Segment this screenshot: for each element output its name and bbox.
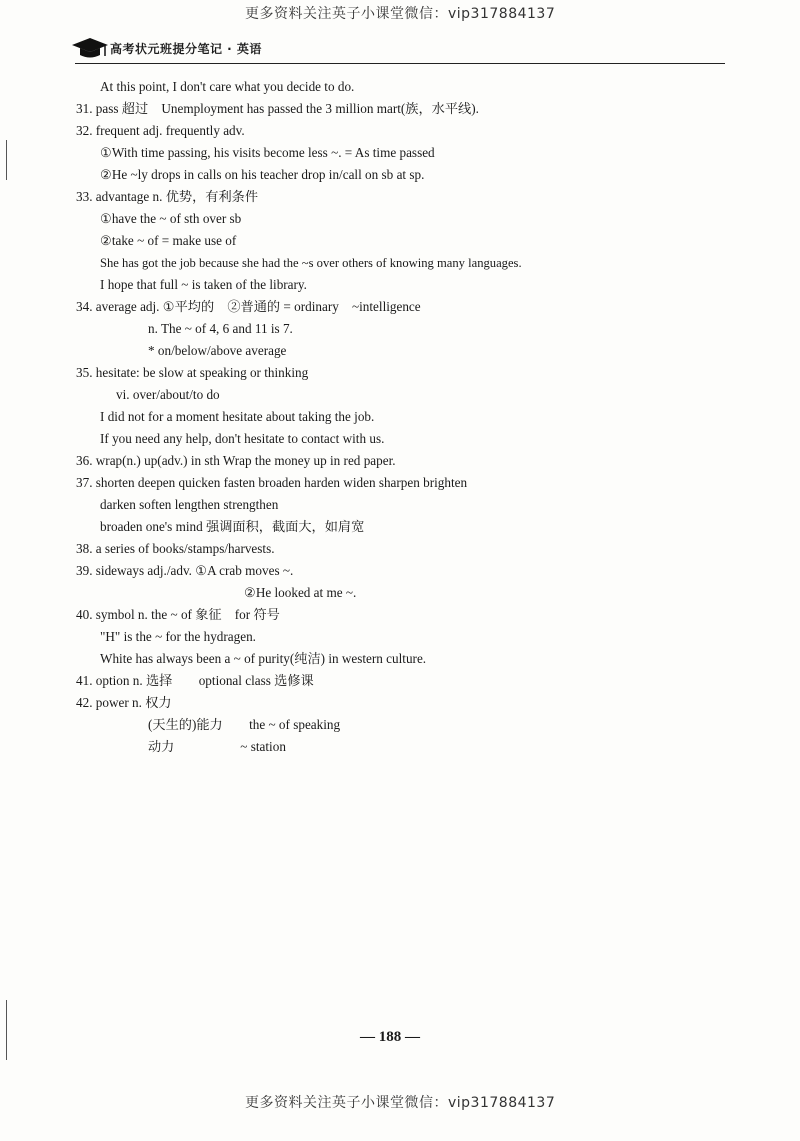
note-line: White has always been a ~ of purity(纯洁) in western culture. <box>100 651 427 666</box>
note-line: At this point, I don't care what you decide to do. <box>100 79 355 94</box>
note-line: n. The ~ of 4, 6 and 11 is 7. <box>148 321 293 336</box>
note-line: 33. advantage n. 优势，有利条件 <box>76 189 259 204</box>
page-number: — 188 — <box>360 1029 420 1045</box>
note-line: 41. option n. 选择 optional class 选修课 <box>76 673 314 688</box>
header-divider <box>75 63 725 64</box>
note-line: 35. hesitate: be slow at speaking or thinking <box>76 365 309 380</box>
note-line: ②He looked at me ~. <box>244 585 357 600</box>
note-line: I hope that full ~ is taken of the library. <box>100 277 307 292</box>
note-line: 39. sideways adj./adv. ①A crab moves ~. <box>76 563 294 578</box>
note-line: ①With time passing, his visits become less ~. = As time passed <box>100 145 435 160</box>
note-line: 32. frequent adj. frequently adv. <box>76 123 245 138</box>
note-line: "H" is the ~ for the hydragen. <box>100 629 256 644</box>
note-line: 34. average adj. ①平均的 ②普通的 = ordinary ~intelligence <box>76 299 421 314</box>
note-line: 31. pass 超过 Unemployment has passed the 3 million mart(族，水平线). <box>76 101 479 116</box>
note-line: * on/below/above average <box>148 343 287 358</box>
note-line: She has got the job because she had the ~s over others of knowing many languages. <box>100 256 522 270</box>
scan-edge-mark <box>6 140 7 180</box>
note-line: 动力 ~ station <box>148 739 286 754</box>
note-line: 37. shorten deepen quicken fasten broaden harden widen sharpen brighten <box>76 475 468 490</box>
bottom-watermark: 更多资料关注英子小课堂微信：vip317884137 <box>245 1095 556 1111</box>
note-line: ②He ~ly drops in calls on his teacher drop in/call on sb at sp. <box>100 167 425 182</box>
graduation-cap-icon <box>70 36 110 60</box>
note-line: 40. symbol n. the ~ of 象征 for 符号 <box>76 607 280 622</box>
book-title: 高考状元班提分笔记 · 英语 <box>110 42 262 56</box>
note-line: If you need any help, don't hesitate to contact with us. <box>100 431 385 446</box>
top-watermark: 更多资料关注英子小课堂微信：vip317884137 <box>245 6 556 22</box>
page-header <box>70 28 730 62</box>
note-line: (天生的)能力 the ~ of speaking <box>148 717 341 732</box>
note-line: I did not for a moment hesitate about taking the job. <box>100 409 375 424</box>
note-line: darken soften lengthen strengthen <box>100 497 279 512</box>
scan-edge-mark <box>6 1000 7 1060</box>
note-line: ②take ~ of = make use of <box>100 233 237 248</box>
note-line: broaden one's mind 强调面积，截面大，如肩宽 <box>100 519 365 534</box>
note-line: 42. power n. 权力 <box>76 695 172 710</box>
note-line: vi. over/about/to do <box>116 387 220 402</box>
note-line: 36. wrap(n.) up(adv.) in sth Wrap the money up in red paper. <box>76 453 396 468</box>
note-line: ①have the ~ of sth over sb <box>100 211 242 226</box>
note-line: 38. a series of books/stamps/harvests. <box>76 541 275 556</box>
